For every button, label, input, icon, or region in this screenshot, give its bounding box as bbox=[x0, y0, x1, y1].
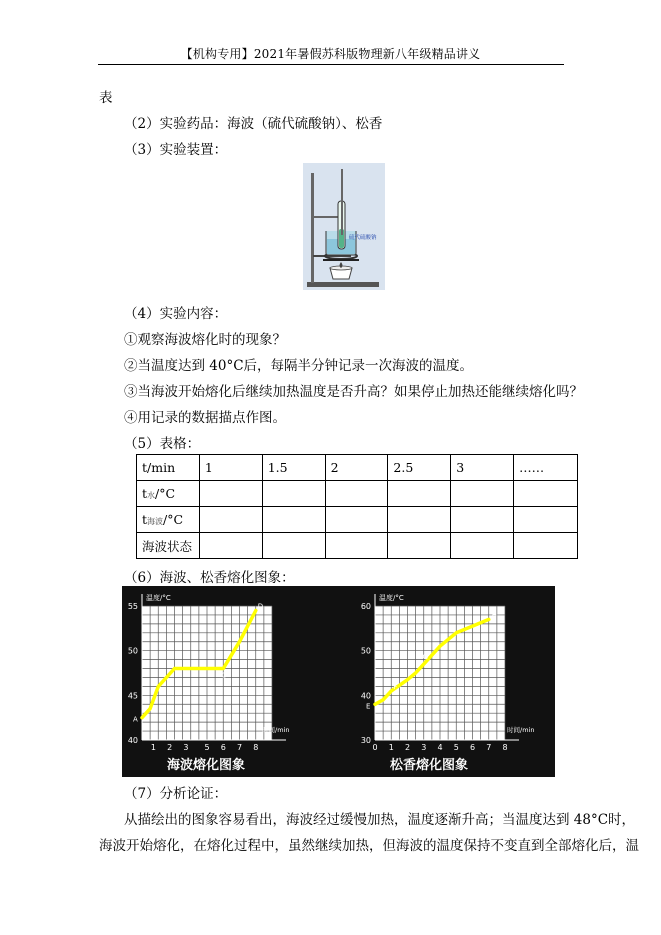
y-axis-label: 温度/°C bbox=[379, 594, 404, 602]
y-tick-label: 50 bbox=[360, 646, 371, 656]
y-tick-label: 60 bbox=[360, 602, 371, 611]
table-header-row bbox=[137, 455, 578, 481]
drugs-line: （2）实验药品：海波（硫代硫酸钠）、松香 bbox=[124, 116, 383, 132]
point-label: B bbox=[166, 659, 172, 668]
data-point bbox=[406, 679, 408, 681]
data-point bbox=[471, 625, 473, 627]
x-tick-label: 2 bbox=[167, 743, 173, 752]
y-tick-label: 40 bbox=[360, 691, 371, 701]
table-row bbox=[137, 533, 578, 559]
point-label: F bbox=[393, 682, 398, 691]
apparatus-label: 硫代硫酸钠 bbox=[349, 235, 377, 241]
apparatus-illustration bbox=[303, 163, 385, 290]
data-point bbox=[190, 667, 192, 669]
table-cell-time: 1 bbox=[199, 455, 262, 481]
data-point bbox=[423, 663, 425, 665]
data-point bbox=[206, 667, 208, 669]
header-rule bbox=[98, 64, 564, 65]
row-label-water-temp: t水/°C bbox=[137, 481, 200, 507]
content-item-2: ②当温度达到 40°C后，每隔半分钟记录一次海波的温度。 bbox=[124, 358, 474, 374]
content-item-4: ④用记录的数据描点作图。 bbox=[124, 410, 286, 426]
row-label-hypo-temp: t海波/°C bbox=[137, 507, 200, 533]
point-label: E bbox=[366, 702, 371, 711]
x-tick-label: 8 bbox=[253, 743, 259, 752]
page-header: 【机构专用】2021年暑假苏科版物理新八年级精品讲义 bbox=[180, 47, 481, 61]
table-cell-time: 1.5 bbox=[262, 455, 325, 481]
y-axis-label: 温度/°C bbox=[146, 594, 171, 602]
content-item-1: ①观察海波熔化时的现象？ bbox=[124, 332, 286, 348]
x-tick-label: 5 bbox=[204, 743, 210, 752]
y-tick-label: 30 bbox=[360, 736, 371, 745]
x-tick-label: 1 bbox=[388, 743, 394, 752]
x-axis-label: 时间/min bbox=[507, 726, 535, 734]
chart-caption: 松香熔化图象 bbox=[390, 758, 469, 773]
x-tick-label: 4 bbox=[437, 743, 443, 752]
table-cell-time: …… bbox=[514, 455, 578, 481]
data-point bbox=[488, 618, 490, 620]
x-tick-label: 6 bbox=[220, 743, 226, 752]
table-cell-time: 2 bbox=[325, 455, 388, 481]
text-fragment: 表 bbox=[99, 90, 113, 106]
data-point bbox=[149, 708, 151, 710]
x-axis-label: 时间/min bbox=[262, 726, 290, 734]
content-item-3: ③当海波开始熔化后继续加热温度是否升高？如果停止加热还能继续熔化吗？ bbox=[124, 384, 583, 400]
data-point bbox=[238, 641, 240, 643]
table-cell-time-label: t/min bbox=[137, 455, 200, 481]
x-tick-label: 7 bbox=[486, 743, 492, 752]
data-point bbox=[455, 632, 457, 634]
table-row bbox=[137, 507, 578, 533]
x-tick-label: 6 bbox=[469, 743, 476, 752]
analysis-paragraph-line-1: 从描绘出的图象容易看出，海波经过缓慢加热，温度逐渐升高；当温度达到 48°C时， bbox=[124, 812, 636, 828]
data-point bbox=[382, 699, 384, 701]
data-point bbox=[255, 609, 257, 611]
x-tick-label: 5 bbox=[453, 743, 459, 752]
y-tick-label: 40 bbox=[127, 736, 138, 745]
x-tick-label: 3 bbox=[183, 743, 189, 752]
y-tick-label: 45 bbox=[127, 691, 138, 701]
point-label: G bbox=[422, 653, 429, 662]
y-tick-label: 50 bbox=[127, 646, 138, 656]
table-cell-time: 2.5 bbox=[388, 455, 451, 481]
analysis-heading: （7）分析论证： bbox=[124, 786, 228, 802]
table-row bbox=[137, 481, 578, 507]
chart-caption: 海波熔化图象 bbox=[167, 758, 246, 773]
point-label: H bbox=[491, 611, 498, 620]
data-point bbox=[374, 703, 376, 705]
apparatus-heading: （3）实验装置： bbox=[124, 142, 228, 158]
data-point bbox=[173, 667, 175, 669]
data-point bbox=[439, 645, 441, 647]
melting-curves-figure bbox=[122, 586, 555, 777]
point-label: C bbox=[221, 671, 227, 680]
data-point bbox=[165, 676, 167, 678]
data-point bbox=[414, 672, 416, 674]
content-heading: （4）实验内容： bbox=[124, 306, 228, 322]
table-heading: （5）表格： bbox=[124, 436, 201, 452]
x-tick-label: 0 bbox=[372, 743, 378, 752]
x-tick-label: 8 bbox=[502, 743, 508, 752]
x-tick-label: 1 bbox=[150, 743, 156, 752]
x-tick-label: 7 bbox=[236, 743, 243, 752]
x-tick-label: 3 bbox=[421, 743, 427, 752]
table-cell-time: 3 bbox=[451, 455, 514, 481]
record-table bbox=[136, 454, 578, 559]
x-tick-label: 2 bbox=[404, 743, 411, 752]
data-point bbox=[390, 690, 392, 692]
y-tick-label: 55 bbox=[127, 602, 138, 611]
graphs-heading: （6）海波、松香熔化图象： bbox=[124, 570, 295, 586]
data-point bbox=[141, 716, 143, 718]
data-point bbox=[157, 685, 159, 687]
point-label: A bbox=[133, 715, 138, 724]
point-label: D bbox=[257, 602, 264, 611]
data-point bbox=[222, 667, 224, 669]
analysis-paragraph-line-2: 海波开始熔化，在熔化过程中，虽然继续加热，但海波的温度保持不变直到全部熔化后，温 bbox=[99, 838, 639, 854]
row-label-hypo-state: 海波状态 bbox=[137, 533, 200, 559]
